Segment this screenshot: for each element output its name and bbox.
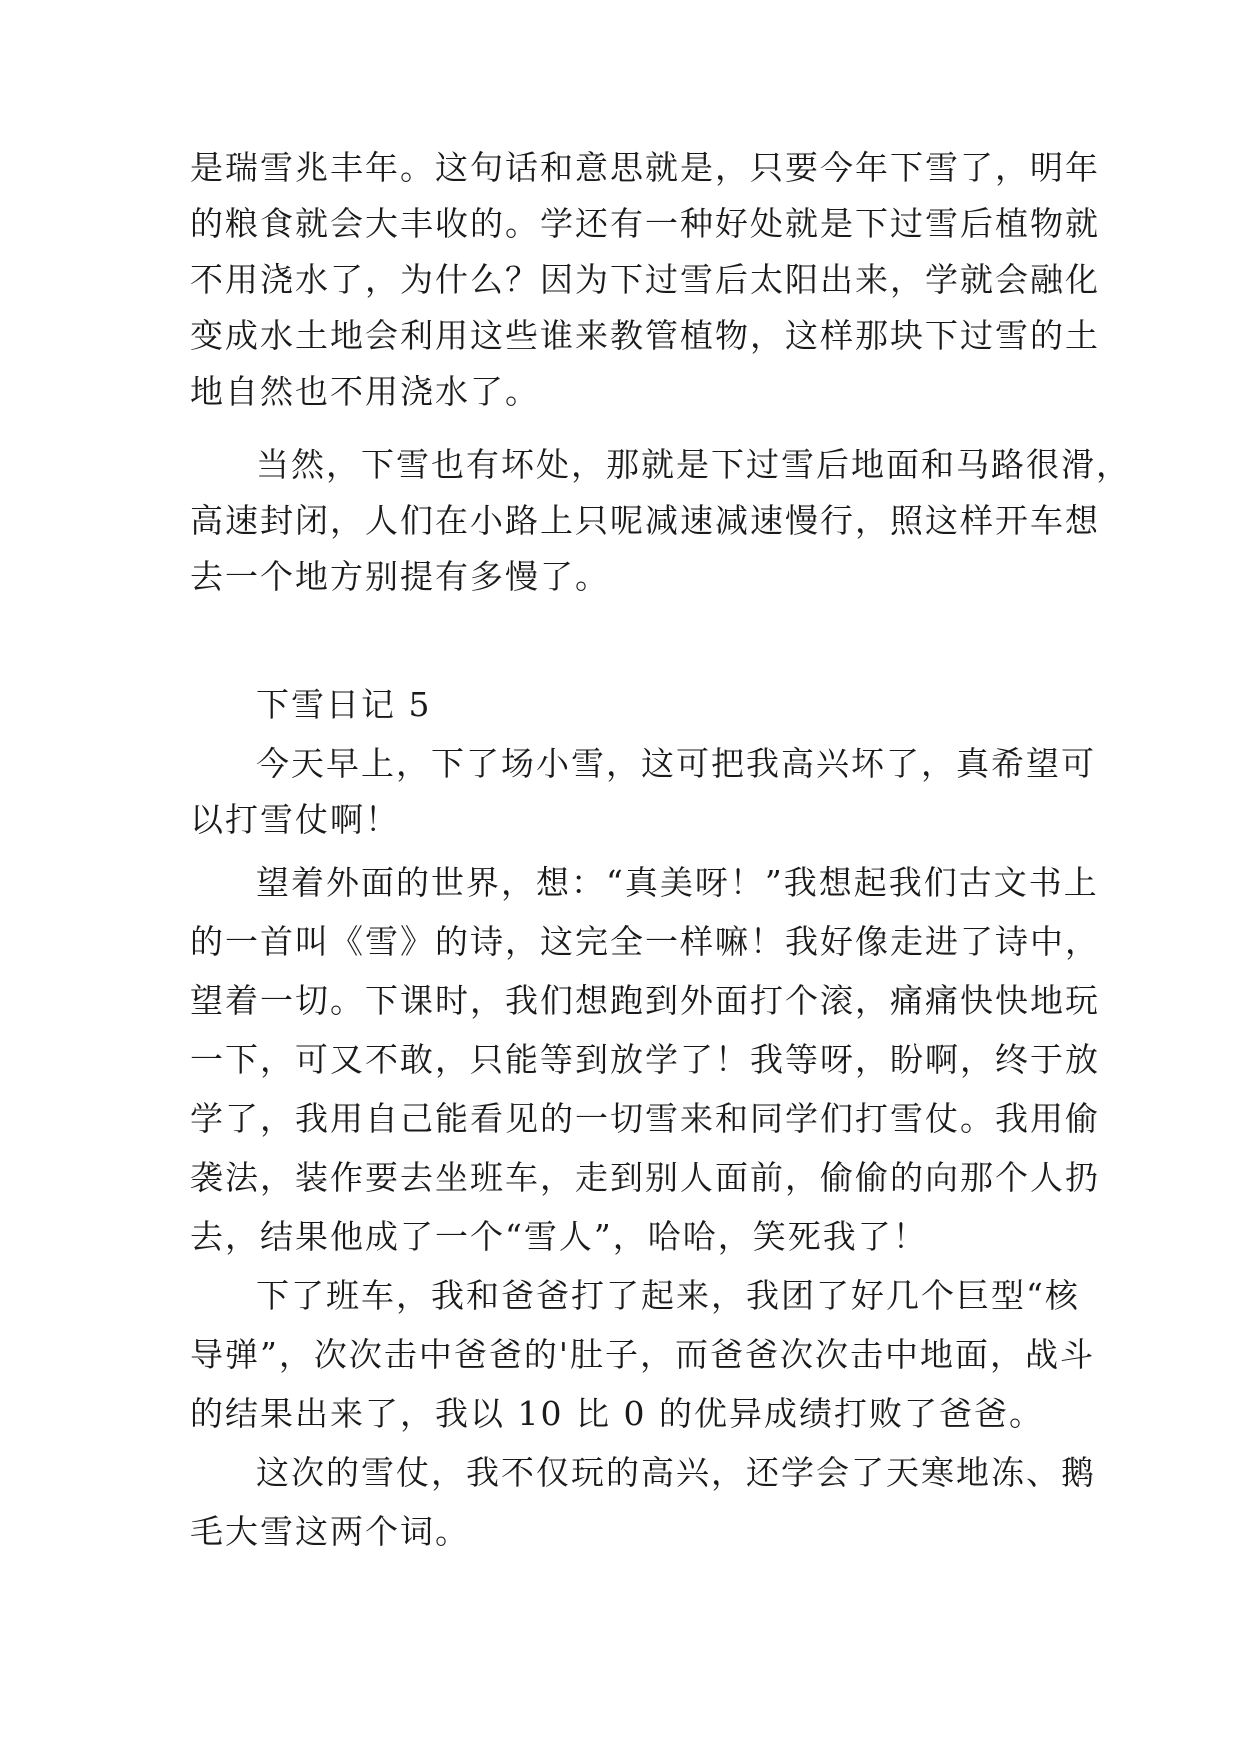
text-line: 这次的雪仗，我不仅玩的高兴，还学会了天寒地冻、鹅 bbox=[256, 1453, 1096, 1492]
text-line: 的结果出来了，我以 10 比 0 的优异成绩打败了爸爸。 bbox=[190, 1394, 1044, 1433]
text-line: 一下，可又不敢，只能等到放学了！我等呀，盼啊，终于放 bbox=[190, 1040, 1100, 1079]
section-title: 下雪日记 5 bbox=[256, 685, 432, 724]
paragraph-6 bbox=[190, 1451, 1096, 1569]
text-line: 是瑞雪兆丰年。这句话和意思就是，只要今年下雪了，明年 bbox=[190, 148, 1100, 187]
text-line: 下了班车，我和爸爸打了起来，我团了好几个巨型“核 bbox=[256, 1276, 1080, 1315]
text-line: 袭法，装作要去坐班车，走到别人面前，偷偷的向那个人扔 bbox=[190, 1158, 1100, 1197]
text-line: 望着外面的世界，想：“真美呀！”我想起我们古文书上 bbox=[256, 863, 1099, 902]
text-line: 高速封闭，人们在小路上只呢减速减速慢行，照这样开车想 bbox=[190, 501, 1100, 540]
text-line: 去，结果他成了一个“雪人”，哈哈，笑死我了！ bbox=[190, 1217, 928, 1256]
paragraph-4 bbox=[190, 861, 1100, 1274]
text-line: 当然，下雪也有坏处，那就是下过雪后地面和马路很滑， bbox=[256, 445, 1131, 484]
section-title-block bbox=[190, 683, 1050, 727]
text-line: 望着一切。下课时，我们想跑到外面打个滚，痛痛快快地玩 bbox=[190, 981, 1100, 1020]
paragraph-2 bbox=[190, 443, 1131, 611]
text-line: 以打雪仗啊！ bbox=[190, 800, 400, 839]
text-line: 今天早上，下了场小雪，这可把我高兴坏了，真希望可 bbox=[256, 744, 1096, 783]
text-line: 的粮食就会大丰收的。学还有一种好处就是下过雪后植物就 bbox=[190, 204, 1100, 243]
paragraph-1 bbox=[190, 146, 1100, 426]
text-line: 导弹”，次次击中爸爸的'肚子，而爸爸次次击中地面，战斗 bbox=[190, 1335, 1095, 1374]
text-line: 不用浇水了，为什么？因为下过雪后太阳出来，学就会融化 bbox=[190, 260, 1100, 299]
paragraph-5 bbox=[190, 1274, 1095, 1451]
text-line: 变成水土地会利用这些谁来教管植物，这样那块下过雪的土 bbox=[190, 316, 1100, 355]
text-line: 地自然也不用浇水了。 bbox=[190, 372, 540, 411]
text-line: 学了，我用自己能看见的一切雪来和同学们打雪仗。我用偷 bbox=[190, 1099, 1100, 1138]
text-line: 的一首叫《雪》的诗，这完全一样嘛！我好像走进了诗中， bbox=[190, 922, 1100, 961]
text-line: 去一个地方别提有多慢了。 bbox=[190, 557, 610, 596]
text-line: 毛大雪这两个词。 bbox=[190, 1512, 470, 1551]
paragraph-3 bbox=[190, 742, 1096, 854]
